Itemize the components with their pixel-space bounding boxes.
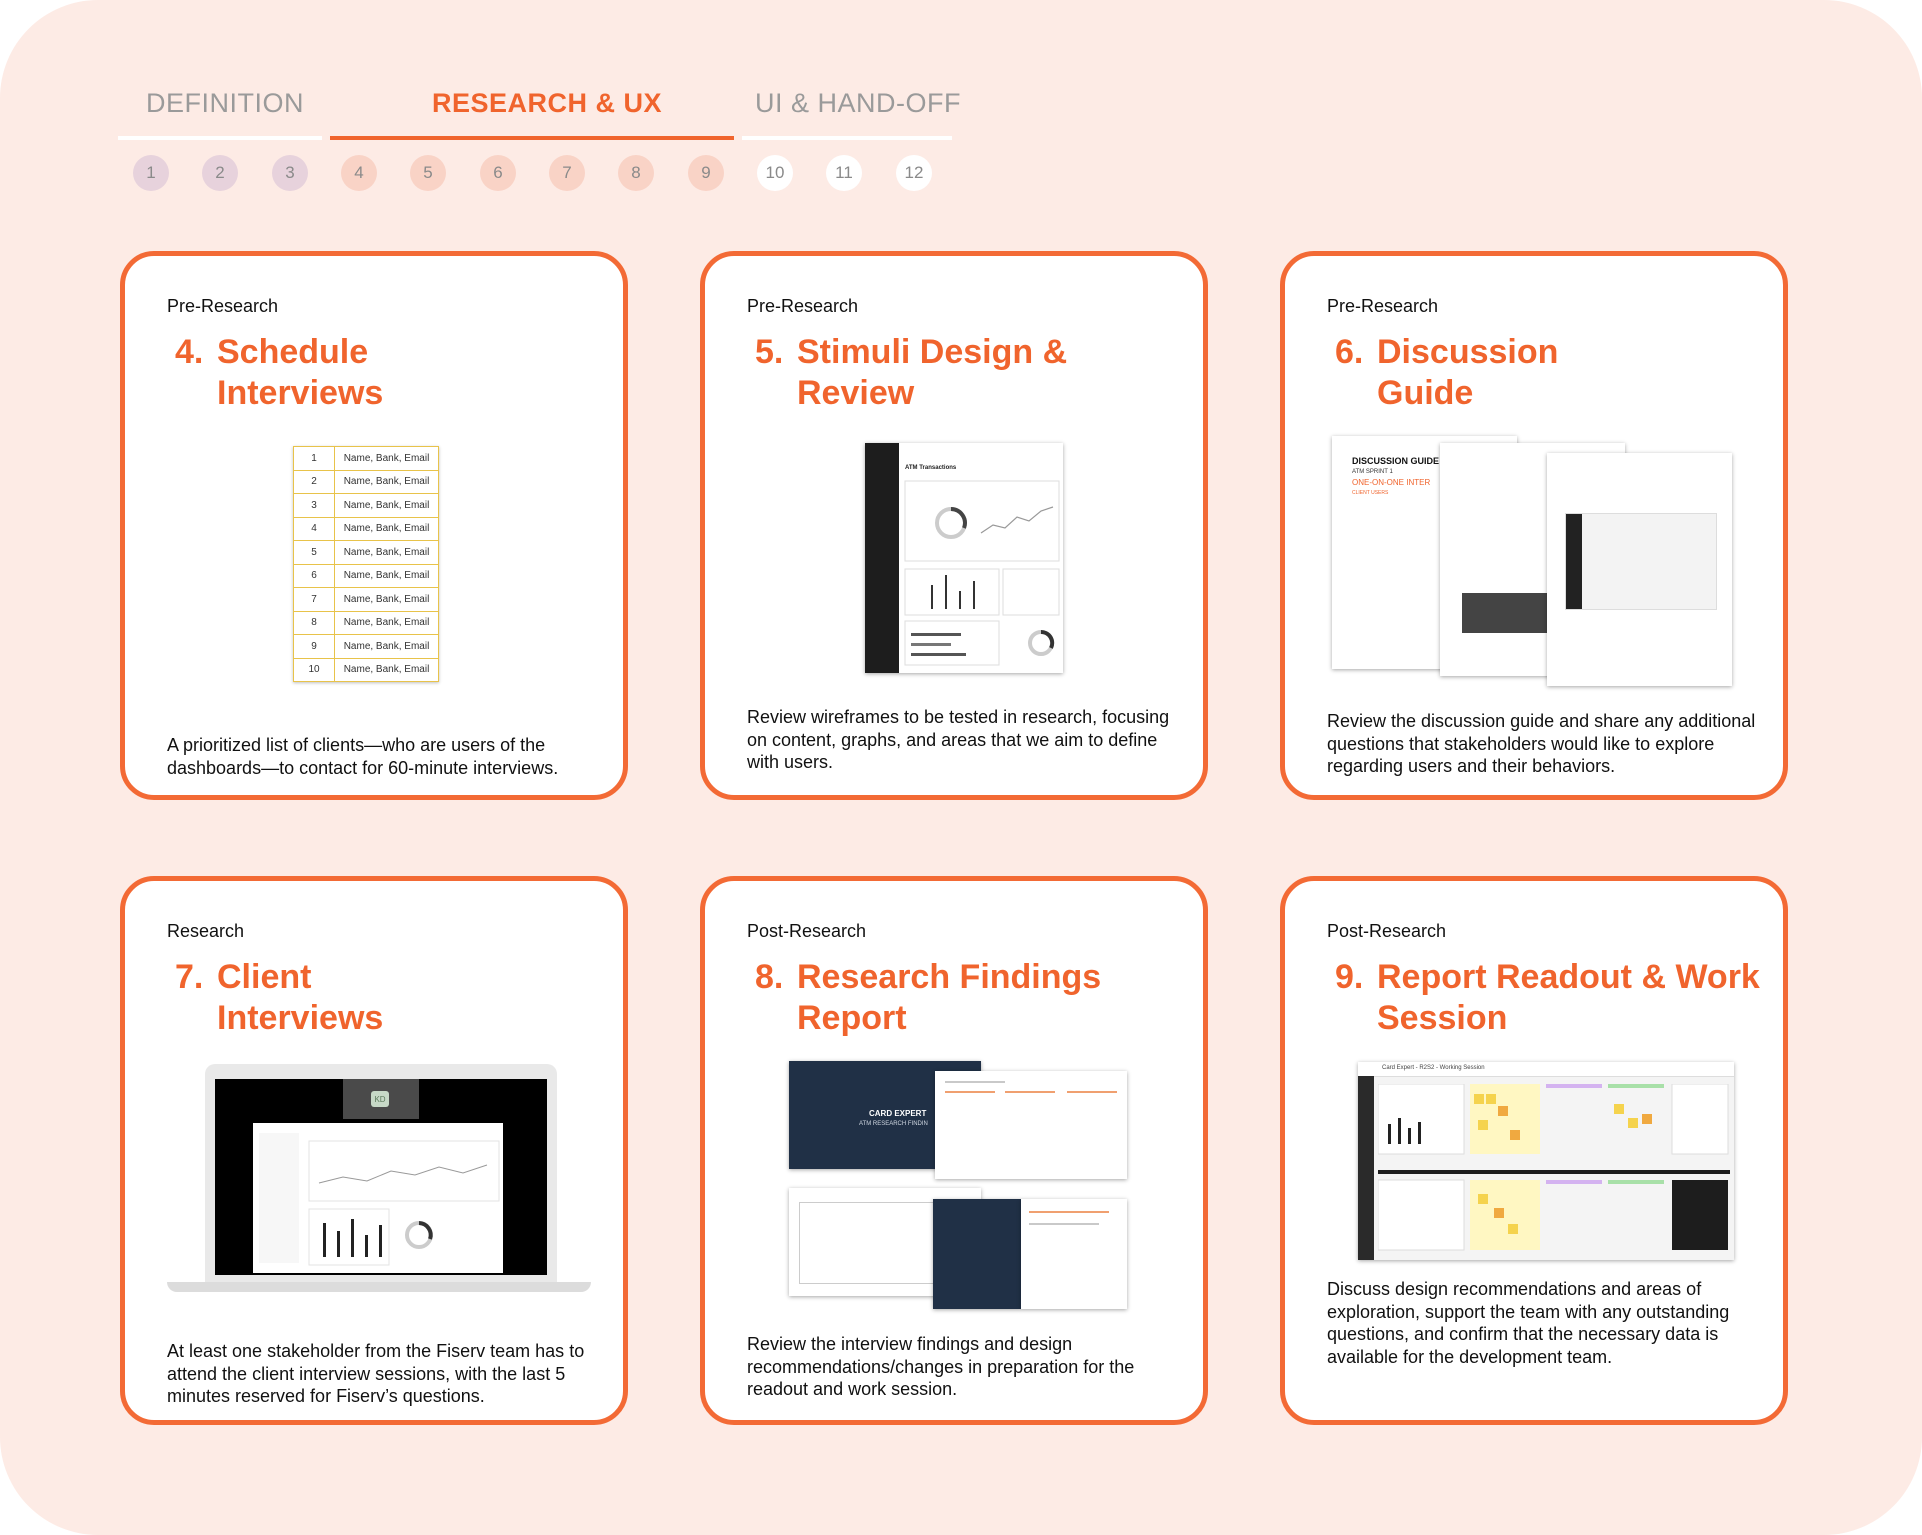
whiteboard-sidebar [1358, 1076, 1374, 1260]
step-7[interactable]: 7 [549, 155, 585, 191]
row-number: 2 [294, 470, 335, 494]
whiteboard-thumbnail [1358, 1062, 1734, 1260]
table-row [294, 611, 439, 635]
row-contact: Name, Bank, Email [335, 658, 439, 682]
laptop-screen [215, 1079, 547, 1275]
row-number: 7 [294, 588, 335, 612]
table-row [294, 588, 439, 612]
step-12[interactable]: 12 [896, 155, 932, 191]
whiteboard-canvas [1378, 1084, 1730, 1256]
step-10[interactable]: 10 [757, 155, 793, 191]
row-number: 8 [294, 611, 335, 635]
row-number: 1 [294, 447, 335, 471]
card-title [1335, 332, 1558, 414]
row-contact: Name, Bank, Email [335, 588, 439, 612]
report-page-insights [935, 1071, 1127, 1179]
card-number: 8. [755, 958, 784, 996]
card-title-line1: Client [217, 958, 312, 996]
row-contact: Name, Bank, Email [335, 611, 439, 635]
step-2[interactable]: 2 [202, 155, 238, 191]
card-research-findings[interactable] [700, 876, 1208, 1425]
table-row [294, 494, 439, 518]
tab-research-ux[interactable]: RESEARCH & UX [432, 88, 663, 118]
step-9[interactable]: 9 [688, 155, 724, 191]
card-title-line2: Guide [1377, 374, 1474, 412]
step-3[interactable]: 3 [272, 155, 308, 191]
table-row [294, 541, 439, 565]
card-number: 4. [175, 333, 204, 371]
row-number: 5 [294, 541, 335, 565]
table-row [294, 658, 439, 682]
laptop-illustration [205, 1064, 557, 1282]
row-contact: Name, Bank, Email [335, 517, 439, 541]
card-title-line1: Schedule [217, 333, 369, 371]
card-title [175, 332, 383, 414]
video-participant-tile [343, 1079, 419, 1119]
card-phase: Pre-Research [1327, 296, 1439, 316]
card-phase: Pre-Research [747, 296, 859, 316]
card-number: 6. [1335, 333, 1364, 371]
guide-doc-title: DISCUSSION GUIDE [1352, 456, 1440, 466]
table-row [294, 470, 439, 494]
card-title-line2: Review [797, 374, 915, 412]
step-8[interactable]: 8 [618, 155, 654, 191]
contact-list-table [293, 446, 439, 682]
row-number: 3 [294, 494, 335, 518]
step-1[interactable]: 1 [133, 155, 169, 191]
shared-dashboard [253, 1123, 503, 1273]
step-4[interactable]: 4 [341, 155, 377, 191]
report-page-dark [933, 1199, 1021, 1309]
card-schedule-interviews[interactable] [120, 251, 628, 800]
avatar: KD [371, 1091, 389, 1107]
report-cover-subtitle: ATM RESEARCH FINDIN [859, 1121, 928, 1127]
card-description: Discuss design recommendations and areas of exploration, support the team with any outstanding questions, and confirm that the necessary data is available for the development team. [1327, 1279, 1730, 1367]
report-line [1029, 1211, 1109, 1213]
card-title [175, 957, 383, 1039]
whiteboard-title: Card Expert - R2S2 - Working Session [1382, 1065, 1485, 1071]
card-description: Review the interview findings and design recommendations/changes in preparation for the readout and work session. [747, 1334, 1135, 1399]
card-discussion-guide[interactable] [1280, 251, 1788, 800]
wireframe-charts [901, 473, 1061, 669]
guide-doc-subtitle: ATM SPRINT 1 [1352, 469, 1393, 475]
whiteboard-toolbar [1358, 1062, 1734, 1077]
row-contact: Name, Bank, Email [335, 564, 439, 588]
card-title-line1: Report Readout & Work [1377, 958, 1760, 996]
report-line [1005, 1091, 1055, 1093]
row-number: 9 [294, 635, 335, 659]
row-contact: Name, Bank, Email [335, 635, 439, 659]
step-11[interactable]: 11 [826, 155, 862, 191]
laptop-base [167, 1282, 591, 1292]
tab-ui-hand-off[interactable]: UI & HAND-OFF [755, 88, 961, 118]
table-row [294, 564, 439, 588]
report-page-recommendations [1021, 1199, 1127, 1309]
card-phase: Post-Research [747, 921, 867, 941]
row-contact: Name, Bank, Email [335, 447, 439, 471]
card-title-line2: Interviews [217, 374, 384, 412]
guide-page-3 [1547, 453, 1732, 686]
shared-dashboard-charts [253, 1123, 503, 1273]
guide-doc-subtitle-2: ONE-ON-ONE INTER [1352, 478, 1431, 487]
tab-underline-definition [118, 136, 322, 140]
tab-definition[interactable]: DEFINITION [146, 88, 304, 118]
card-number: 9. [1335, 958, 1364, 996]
guide-doc-subtitle-3: CLIENT USERS [1352, 490, 1389, 496]
card-description: A prioritized list of clients—who are users of the dashboards—to contact for 60-minute interviews. [167, 735, 559, 778]
card-title-line1: Stimuli Design & [797, 333, 1068, 371]
card-description: At least one stakeholder from the Fiserv team has to attend the client interview sessions, with the last 5 minutes reserved for Fiserv’s questions. [167, 1341, 585, 1406]
wireframe-thumbnail [865, 443, 1063, 673]
card-report-readout[interactable] [1280, 876, 1788, 1425]
card-title [755, 957, 1101, 1039]
report-line [945, 1091, 995, 1093]
table-row [294, 517, 439, 541]
card-title [1335, 957, 1760, 1039]
tab-underline-ui-hand-off [742, 136, 952, 140]
card-title-line2: Interviews [217, 999, 384, 1037]
row-number: 4 [294, 517, 335, 541]
card-title-line1: Discussion [1377, 333, 1559, 371]
row-number: 6 [294, 564, 335, 588]
report-line [945, 1081, 1005, 1083]
step-6[interactable]: 6 [480, 155, 516, 191]
card-title-line2: Report [797, 999, 907, 1037]
table-row [294, 447, 439, 471]
card-stimuli-design[interactable] [700, 251, 1208, 800]
guide-screenshot-sidebar [1566, 514, 1582, 609]
row-number: 10 [294, 658, 335, 682]
card-number: 7. [175, 958, 204, 996]
card-client-interviews[interactable] [120, 876, 628, 1425]
row-contact: Name, Bank, Email [335, 494, 439, 518]
card-phase: Research [167, 921, 245, 941]
report-line [1029, 1223, 1099, 1225]
tab-underline-research-ux [330, 136, 734, 140]
step-5[interactable]: 5 [410, 155, 446, 191]
card-title [755, 332, 1067, 414]
card-number: 5. [755, 333, 784, 371]
row-contact: Name, Bank, Email [335, 470, 439, 494]
wireframe-heading: ATM Transactions [905, 465, 957, 471]
card-description: Review the discussion guide and share any additional questions that stakeholders would like to explore regarding users and their behaviors. [1327, 711, 1756, 776]
card-phase: Pre-Research [167, 296, 279, 316]
card-title-line2: Session [1377, 999, 1508, 1037]
row-contact: Name, Bank, Email [335, 541, 439, 565]
guide-screenshot [1565, 513, 1717, 610]
card-description: Review wireframes to be tested in research, focusing on content, graphs, and areas that we aim to define with users. [747, 707, 1170, 772]
report-cover-title: CARD EXPERT [869, 1109, 927, 1118]
wireframe-sidebar [865, 443, 899, 673]
card-title-line1: Research Findings [797, 958, 1102, 996]
report-line [1067, 1091, 1117, 1093]
table-row [294, 635, 439, 659]
card-phase: Post-Research [1327, 921, 1447, 941]
